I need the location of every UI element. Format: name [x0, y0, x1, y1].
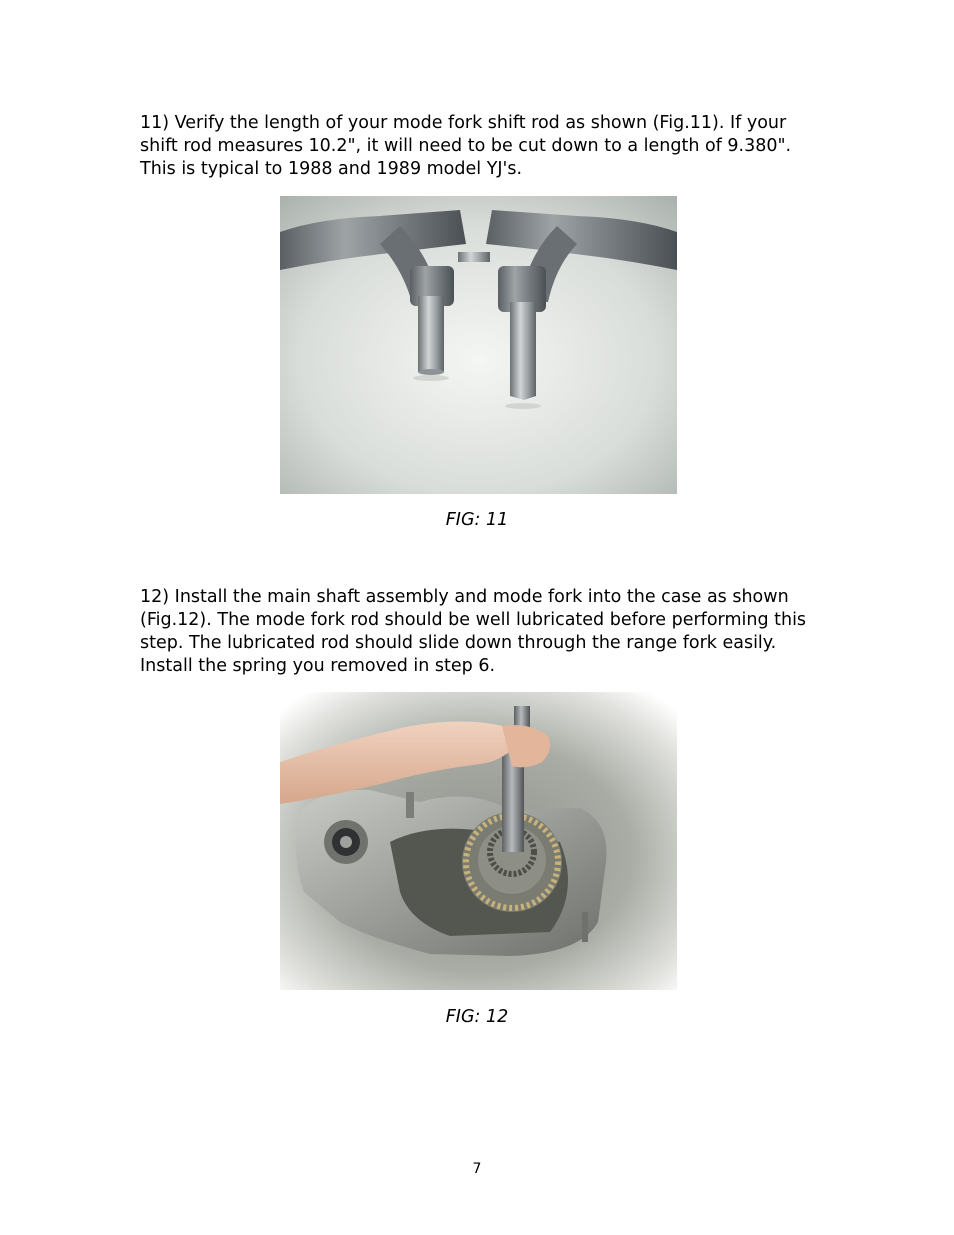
step-12-paragraph: 12) Install the main shaft assembly and mode fork into the case as shown (Fig.12). The mode fork rod should be well lubricated before performing this step. The lubricated rod should slide down through the range fork easily. Install the spring you removed in step 6.: [140, 587, 807, 676]
fig-12-photo-mainshaft-install: [280, 692, 677, 990]
fig-11-caption: FIG: 11: [445, 510, 509, 530]
step-11-paragraph: 11) Verify the length of your mode fork shift rod as shown (Fig.11). If your shift rod measures 10.2", it will need to be cut down to a length of 9.380". This is typical to 1988 and 1989 model YJ's.: [140, 113, 792, 179]
fig-11-photo-shift-forks: [280, 196, 677, 494]
fig-12-caption: FIG: 12: [445, 1007, 509, 1027]
page-number: 7: [472, 1161, 482, 1177]
